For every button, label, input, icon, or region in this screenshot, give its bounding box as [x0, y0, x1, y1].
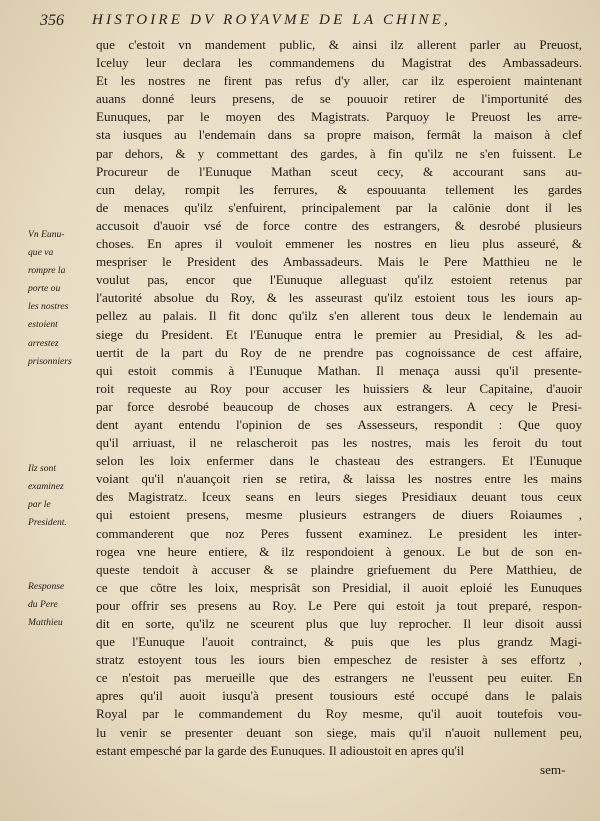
text-line: estant empesché par la garde des Eunuques. Il adioustoit en apres qu'il — [96, 742, 465, 758]
margin-note-examinez — [28, 460, 94, 532]
text-line: cun delay, rompit les ferrures, & espouuanta tellement les gardes — [96, 181, 582, 197]
margin-note-eunuque-prison — [28, 226, 94, 371]
text-line: ce n'estoit pas merueille que des estrangers ne l'eussent peu euiter. En — [96, 670, 582, 686]
text-line: pellez au palais. Il fit donc qu'ilz s'en allerent tous deux le lendemain au — [96, 308, 582, 324]
text-line: commanderent que noz Peres fussent examinez. Le president les inter- — [96, 525, 582, 541]
text-line: choses. En apres il vouloit emmener les nostres en lieu plus asseuré, & — [96, 236, 582, 252]
text-line: Eunuques, par le moyen des Magistrats. Parquoy le Preuost les arre- — [96, 109, 582, 125]
text-line: siege du President. Et l'Eunuque entra le premier au Presidial, & les ad- — [96, 326, 582, 342]
text-line: stratz estoyent tous les iours bien empeschez de resister à ses effortz , — [96, 652, 582, 668]
text-line: uertit de la part du Roy de ne prendre pas cognoissance de cest affaire, — [96, 344, 582, 360]
text-line: voulut pas, encor que l'Eunuque alleguast qu'ilz estoient retenus par — [96, 272, 582, 288]
text-line: roit requeste au Roy pour accuser les huissiers & leur Capitaine, d'auoir — [96, 380, 582, 396]
text-line: dit en sorte, qu'ilz ne sceurent plus que luy reprocher. Il leur disoit aussi — [96, 616, 582, 631]
text-line: par dehors, & y commettant des gardes, à fin qu'ilz ne s'en fuissent. Le — [96, 145, 582, 161]
running-title: HISTOIRE DV ROYAVME DE LA CHINE, — [92, 12, 451, 28]
page-header — [0, 8, 600, 34]
text-line: qui estoit commis à l'Eunuque Mathan. Il menaça aussi qu'il presente- — [96, 362, 582, 378]
text-line: Procureur de l'Eunuque Mathan sceut cecy, & accourant sans au- — [96, 163, 582, 179]
margin-note-line: examinez — [28, 481, 64, 493]
text-line: ce que cõtre les loix, mesprisât son Presidial, il auoit eploié les Eunuques — [96, 579, 582, 595]
margin-note-line: les nostres — [28, 301, 69, 313]
margin-note-line: estoient — [28, 319, 58, 331]
margin-note-line: du Pere — [28, 599, 58, 611]
text-line: l'autorité absolue du Roy, & les asseurast qu'ilz estoient tous les iours ap- — [96, 290, 582, 306]
text-line: voiant qu'il n'auançoit rien se retira, & laissa les nostres entre les mains — [96, 471, 582, 487]
text-line: mespriser le President des Ambassadeurs. Mais le Pere Matthieu ne le — [96, 254, 582, 270]
catchword: sem- — [540, 762, 566, 777]
margin-note-line: rompre la — [28, 265, 66, 277]
text-line: sta iusques au l'endemain dans sa propre maison, fermât la maison à clef — [96, 127, 582, 143]
text-line: des Magistratz. Iceux seans en leurs sieges Presidiaux deuant tous ceux — [96, 489, 582, 505]
margin-note-line: prisonniers — [28, 355, 72, 367]
text-line: auans donné leurs presens, de se pouuoir retirer de l'importunité des — [96, 91, 582, 107]
margin-note-line: Ilz sont — [28, 463, 56, 474]
margin-note-line: arrestez — [28, 337, 59, 349]
text-line: de menaces qu'ilz s'enfuirent, principalement par la calōnie dont il les — [96, 199, 582, 215]
text-line: lu venir se presenter deuant son siege, mais qu'il n'auoit nullement peu, — [96, 724, 582, 740]
page-number: 356 — [40, 12, 64, 29]
text-line: rogea vne heure entiere, & ilz respondoient à genoux. Le but de son en- — [96, 543, 582, 559]
text-line: Iceluy leur declara les commandemens du Magistrat des Ambassadeurs. — [96, 55, 582, 71]
margin-note-line: Vn Eunu- — [28, 229, 65, 240]
body-text — [96, 36, 582, 760]
margin-note-line: porte ou — [28, 283, 61, 295]
text-line: apres qu'il auoit iusqu'à present tousiours esté occupé dans le palais — [96, 688, 582, 704]
text-line: Royal par le commandement du Roy mesme, qu'il auoit toutefois vou- — [96, 706, 582, 722]
margin-note-response — [28, 578, 94, 632]
text-line: par force desrobé beaucoup de choses aux estrangers. A cecy le Presi- — [96, 398, 582, 414]
text-line: pour offrir ses presens au Roy. Le Pere qui estoit ja tout preparé, respon- — [96, 597, 582, 613]
text-line: queste tendoit à accuser & se plaindre griefuement du Pere Matthieu, de — [96, 561, 582, 577]
text-line: Et les nostres ne firent pas refus d'y aller, car ilz esperoient maintenant — [96, 73, 582, 89]
text-line: que c'estoit vn mandement public, & ainsi ilz allerent parler au Preuost, — [96, 37, 582, 52]
text-line: accusoit d'auoir vsé de force contre des estrangers, & desrobé plusieurs — [96, 217, 582, 233]
text-line: qui estoient presens, mesme plusieurs estrangers de diuers Roiaumes , — [96, 507, 582, 523]
margin-note-line: President. — [28, 517, 67, 529]
text-line: dent ayant entendu l'opinion de ses Assesseurs, respondit : Que quoy — [96, 416, 582, 432]
text-line: que l'Eunuque l'auoit contrainct, & puis que les plus grandz Magi- — [96, 634, 582, 650]
margin-note-line: que va — [28, 247, 54, 259]
text-line: qu'il arriuast, il ne relascheroit pas les nostres, mais les feroit du tout — [96, 435, 582, 451]
margin-note-line: Response — [28, 581, 65, 592]
text-line: selon les loix enfermer dans le chasteau des estrangers. Et l'Eunuque — [96, 453, 582, 469]
margin-note-line: Matthieu — [28, 617, 63, 629]
margin-note-line: par le — [28, 499, 51, 511]
